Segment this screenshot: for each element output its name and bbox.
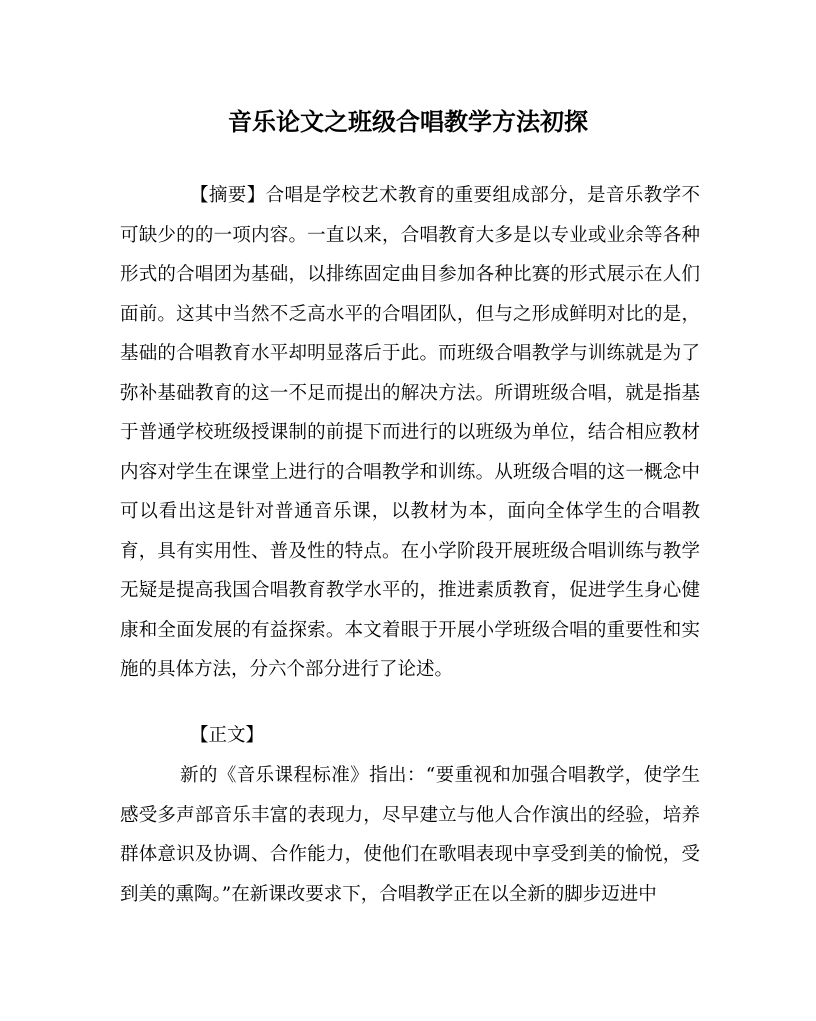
body-paragraph: 新的《音乐课程标准》指出：“要重视和加强合唱教学，使学生感受多声部音乐丰富的表现力，尽早建立与他人合作演出的经验，培养群体意识及协调、合作能力，使他们在歌唱表现中享受到美的愉悦，受到美的熏陶。”在新课改要求下，合唱教学正在以全新的脚步迈进中 bbox=[120, 765, 700, 905]
section-heading-main-text: 【正文】 bbox=[190, 725, 265, 746]
abstract-paragraph: 【摘要】合唱是学校艺术教育的重要组成部分，是音乐教学不可缺少的的一项内容。一直以来，合唱教育大多是以专业或业余等各种形式的合唱团为基础，以排练固定曲目参加各种比赛的形式展示在人们面前。这其中当然不乏高水平的合唱团队，但与之形成鲜明对比的是，基础的合唱教育水平却明显落后于此。而班级合唱教学与训练就是为了弥补基础教育的这一不足而提出的解决方法。所谓班级合唱，就是指基于普通学校班级授课制的前提下而进行的以班级为单位，结合相应教材内容对学生在课堂上进行的合唱教学和训练。从班级合唱的这一概念中可以看出这是针对普通音乐课，以教材为本，面向全体学生的合唱教育，具有实用性、普及性的特点。在小学阶段开展班级合唱训练与教学无疑是提高我国合唱教育教学水平的，推进素质教育，促进学生身心健康和全面发展的有益探索。本文着眼于开展小学班级合唱的重要性和实施的具体方法，分六个部分进行了论述。 bbox=[120, 185, 700, 680]
document-title: 音乐论文之班级合唱教学方法初探 bbox=[228, 107, 588, 136]
